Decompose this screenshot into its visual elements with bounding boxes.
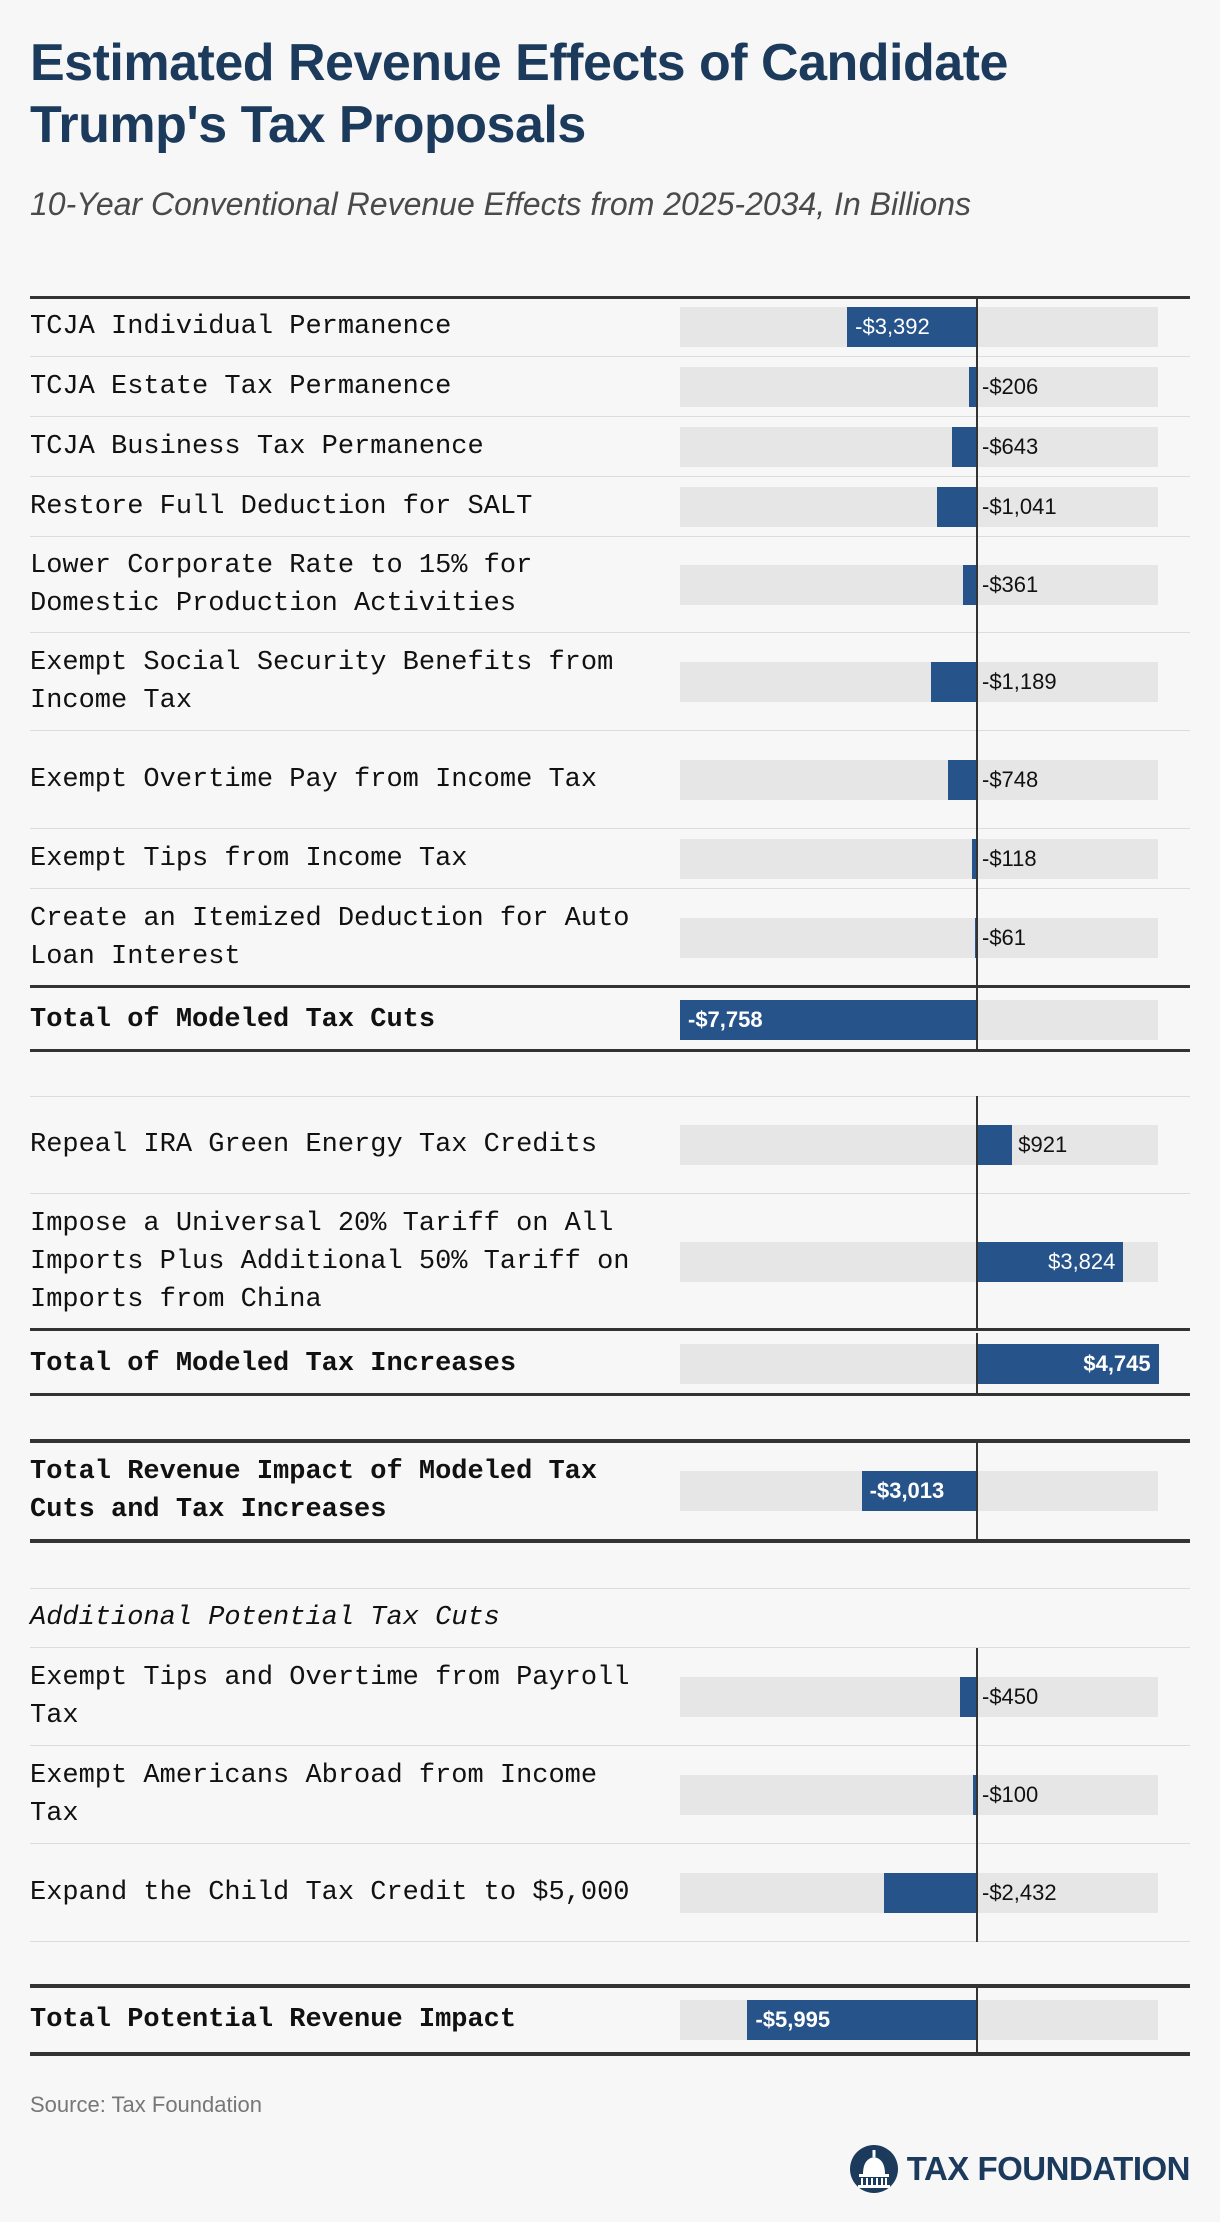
row-label: Impose a Universal 20% Tariff on All Imports Plus Additional 50% Tariff on Imports from China xyxy=(30,1209,646,1315)
data-label: -$3,392 xyxy=(855,314,930,339)
bar-track xyxy=(680,662,1158,702)
data-label: -$1,189 xyxy=(982,669,1057,694)
data-label: -$3,013 xyxy=(869,1478,945,1503)
row-label: Restore Full Deduction for SALT xyxy=(30,492,533,522)
data-label: -$643 xyxy=(982,434,1039,459)
data-label: -$7,758 xyxy=(688,1007,763,1032)
bar-track xyxy=(680,1125,1158,1165)
row-label: Repeal IRA Green Energy Tax Credits xyxy=(30,1130,598,1160)
bar-track xyxy=(680,487,1158,527)
row-label: Exempt Overtime Pay from Income Tax xyxy=(30,765,598,795)
source-note: Source: Tax Foundation xyxy=(30,2092,262,2117)
bar-track xyxy=(680,565,1158,605)
data-label: $921 xyxy=(1018,1132,1068,1157)
row-label: TCJA Estate Tax Permanence xyxy=(30,372,452,402)
row-label: TCJA Business Tax Permanence xyxy=(30,432,484,462)
row-label: Lower Corporate Rate to 15% for Domestic Production Activities xyxy=(30,551,549,619)
row-label: Exempt Social Security Benefits from Income Tax xyxy=(30,648,630,716)
data-label: -$450 xyxy=(982,1684,1039,1709)
bar-negative xyxy=(931,662,977,702)
chart-subtitle: 10-Year Conventional Revenue Effects from 2025-2034, In Billions xyxy=(30,186,971,222)
logo-text: TAX FOUNDATION xyxy=(906,2150,1190,2187)
chart-title: Estimated Revenue Effects of Candidate Trump's Tax Proposals xyxy=(30,34,1008,154)
bar-track xyxy=(680,760,1158,800)
data-label: -$61 xyxy=(982,925,1027,950)
data-label: -$118 xyxy=(982,846,1037,871)
row-label: Expand the Child Tax Credit to $5,000 xyxy=(30,1878,630,1908)
row-label: Create an Itemized Deduction for Auto Loan Interest xyxy=(30,904,646,972)
bar-negative xyxy=(884,1873,977,1913)
tax-foundation-logo xyxy=(849,2142,1190,2196)
row-label: Exempt Tips and Overtime from Payroll Tax xyxy=(30,1663,646,1731)
data-label: -$2,432 xyxy=(982,1880,1057,1905)
zero-axis-line xyxy=(976,1333,978,1395)
data-label: $3,824 xyxy=(1048,1249,1116,1274)
data-label: -$100 xyxy=(982,1782,1039,1807)
capitol-dome-icon xyxy=(849,2144,899,2194)
bar-negative xyxy=(960,1677,977,1717)
bar-track xyxy=(680,839,1158,879)
row-label: Exempt Tips from Income Tax xyxy=(30,844,468,874)
zero-axis-line xyxy=(976,1648,978,1942)
total-label: Total of Modeled Tax Cuts xyxy=(30,1005,436,1035)
bar-track xyxy=(680,1775,1158,1815)
bar-negative xyxy=(963,565,977,605)
total-label: Total Revenue Impact of Modeled Tax Cuts and Tax Increases xyxy=(30,1457,614,1525)
data-label: -$748 xyxy=(982,767,1039,792)
data-label: -$5,995 xyxy=(755,2007,831,2032)
row-label: TCJA Individual Permanence xyxy=(30,312,452,342)
row-label: Exempt Americans Abroad from Income Tax xyxy=(30,1761,614,1829)
zero-axis-line xyxy=(976,1986,978,2054)
zero-axis-line xyxy=(976,1096,978,1330)
total-label: Total Potential Revenue Impact xyxy=(30,2005,517,2035)
bar-negative xyxy=(952,427,977,467)
section-heading: Additional Potential Tax Cuts xyxy=(30,1603,500,1633)
bar-track xyxy=(680,1677,1158,1717)
bar-positive xyxy=(977,1125,1012,1165)
zero-axis-line xyxy=(976,297,978,1051)
data-label: $4,745 xyxy=(1083,1351,1151,1376)
bar-track xyxy=(680,367,1158,407)
bar-track xyxy=(680,427,1158,467)
data-label: -$1,041 xyxy=(982,494,1057,519)
data-label: -$206 xyxy=(982,374,1039,399)
bar-track xyxy=(680,918,1158,958)
bar-negative xyxy=(948,760,977,800)
data-label: -$361 xyxy=(982,572,1039,597)
zero-axis-line xyxy=(976,1441,978,1541)
total-label: Total of Modeled Tax Increases xyxy=(30,1349,517,1379)
bar-negative xyxy=(937,487,977,527)
